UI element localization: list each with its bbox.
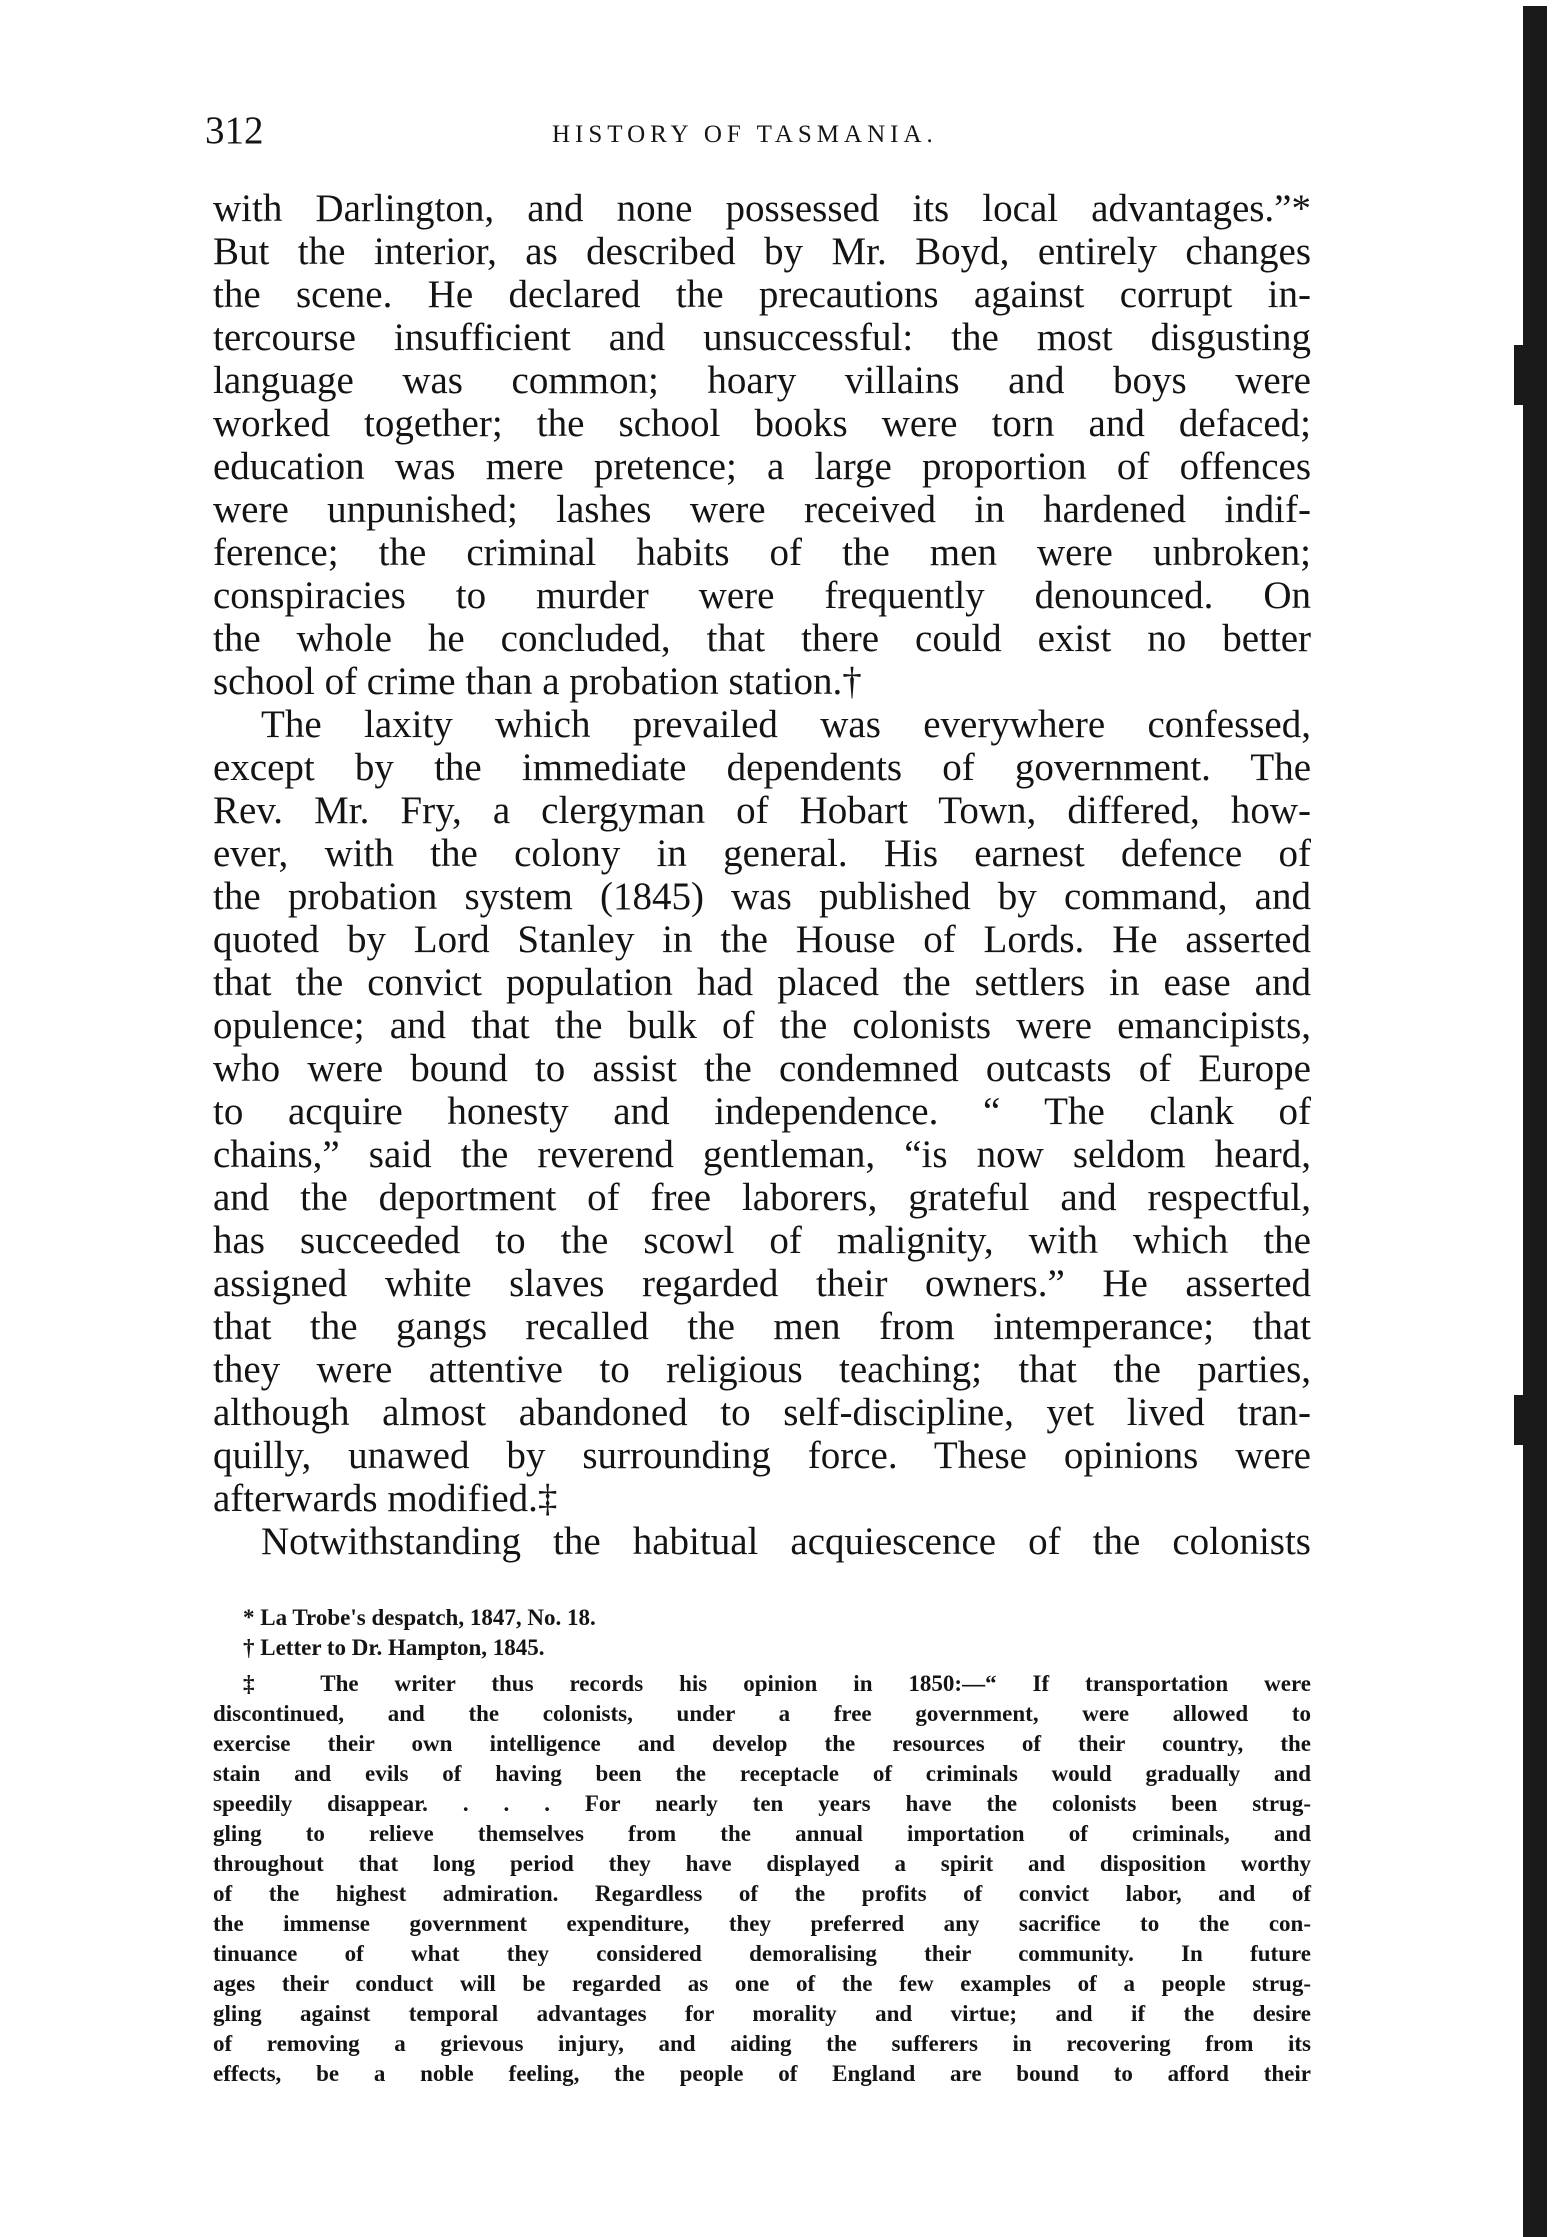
body-line: has succeeded to the scowl of malignity, with which the (213, 1219, 1311, 1262)
footnote-3-line: ages their conduct will be regarded as one of the few examples of a people strug- (213, 1971, 1311, 1996)
footnote-3-line: gling against temporal advantages for morality and virtue; and if the desire (213, 2001, 1311, 2026)
body-line: assigned white slaves regarded their owners.” He asserted (213, 1262, 1311, 1305)
page-edge-notch (1514, 1395, 1526, 1445)
body-line: that the gangs recalled the men from intemperance; that (213, 1305, 1311, 1348)
footnote-3-line: ‡ The writer thus records his opinion in 1850:—“ If transportation were (243, 1671, 1311, 1696)
body-line: except by the immediate dependents of government. The (213, 746, 1311, 789)
body-line: tercourse insufficient and unsuccessful: the most disgusting (213, 316, 1311, 359)
footnote-3-line: stain and evils of having been the receptacle of criminals would gradually and (213, 1761, 1311, 1786)
body-line: quoted by Lord Stanley in the House of Lords. He asserted (213, 918, 1311, 961)
body-line: to acquire honesty and independence. “ The clank of (213, 1090, 1311, 1133)
body-line: ference; the criminal habits of the men were unbroken; (213, 531, 1311, 574)
body-line: were unpunished; lashes were received in hardened indif- (213, 488, 1311, 531)
footnote-3-line: exercise their own intelligence and develop the resources of their country, the (213, 1731, 1311, 1756)
body-line: the scene. He declared the precautions against corrupt in- (213, 273, 1311, 316)
footnote-3-line: the immense government expenditure, they preferred any sacrifice to the con- (213, 1911, 1311, 1936)
body-line: opulence; and that the bulk of the colonists were emancipists, (213, 1004, 1311, 1047)
running-head (205, 106, 1315, 156)
body-line: the whole he concluded, that there could exist no better (213, 617, 1311, 660)
body-line: But the interior, as described by Mr. Boyd, entirely changes (213, 230, 1311, 273)
body-line: chains,” said the reverend gentleman, “is now seldom heard, (213, 1133, 1311, 1176)
body-line: education was mere pretence; a large proportion of offences (213, 445, 1311, 488)
footnote-3-line: throughout that long period they have displayed a spirit and disposition worthy (213, 1851, 1311, 1876)
footnote-3-line: discontinued, and the colonists, under a free government, were allowed to (213, 1701, 1311, 1726)
body-line: language was common; hoary villains and boys were (213, 359, 1311, 402)
body-line: with Darlington, and none possessed its local advantages.”* (213, 187, 1311, 230)
footnote-3-line: of removing a grievous injury, and aiding the sufferers in recovering from its (213, 2031, 1311, 2056)
body-line: although almost abandoned to self-discipline, yet lived tran- (213, 1391, 1311, 1434)
body-line: worked together; the school books were torn and defaced; (213, 402, 1311, 445)
footnotes (213, 1603, 1311, 2089)
body-line: the probation system (1845) was published by command, and (213, 875, 1311, 918)
body-line: who were bound to assist the condemned outcasts of Europe (213, 1047, 1311, 1090)
body-line: conspiracies to murder were frequently denounced. On (213, 574, 1311, 617)
body-line: school of crime than a probation station.† (213, 660, 862, 703)
paragraph-start-line: Notwithstanding the habitual acquiescence of the colonists (261, 1520, 1311, 1563)
footnote-2: † Letter to Dr. Hampton, 1845. (243, 1635, 545, 1660)
body-line: Rev. Mr. Fry, a clergyman of Hobart Town, differed, how- (213, 789, 1311, 832)
body-line: afterwards modified.‡ (213, 1477, 558, 1520)
body-line: that the convict population had placed the settlers in ease and (213, 961, 1311, 1004)
body-line: quilly, unawed by surrounding force. These opinions were (213, 1434, 1311, 1477)
page-edge-shadow (1523, 6, 1547, 2237)
footnote-1: * La Trobe's despatch, 1847, No. 18. (243, 1605, 596, 1630)
footnote-3-line: tinuance of what they considered demoralising their community. In future (213, 1941, 1311, 1966)
page-number: 312 (205, 109, 264, 152)
body-line: ever, with the colony in general. His earnest defence of (213, 832, 1311, 875)
running-title: HISTORY OF TASMANIA. (552, 121, 938, 148)
footnote-3-line: effects, be a noble feeling, the people of England are bound to afford their (213, 2061, 1311, 2086)
paragraph-start-line: The laxity which prevailed was everywhere confessed, (261, 703, 1311, 746)
body-line: and the deportment of free laborers, grateful and respectful, (213, 1176, 1311, 1219)
footnote-3-line: gling to relieve themselves from the annual importation of criminals, and (213, 1821, 1311, 1846)
footnote-3-line: of the highest admiration. Regardless of the profits of convict labor, and of (213, 1881, 1311, 1906)
body-text (213, 187, 1311, 1563)
footnote-3-line: speedily disappear. . . . For nearly ten years have the colonists been strug- (213, 1791, 1311, 1816)
page-edge-notch (1514, 345, 1526, 405)
body-line: they were attentive to religious teaching; that the parties, (213, 1348, 1311, 1391)
